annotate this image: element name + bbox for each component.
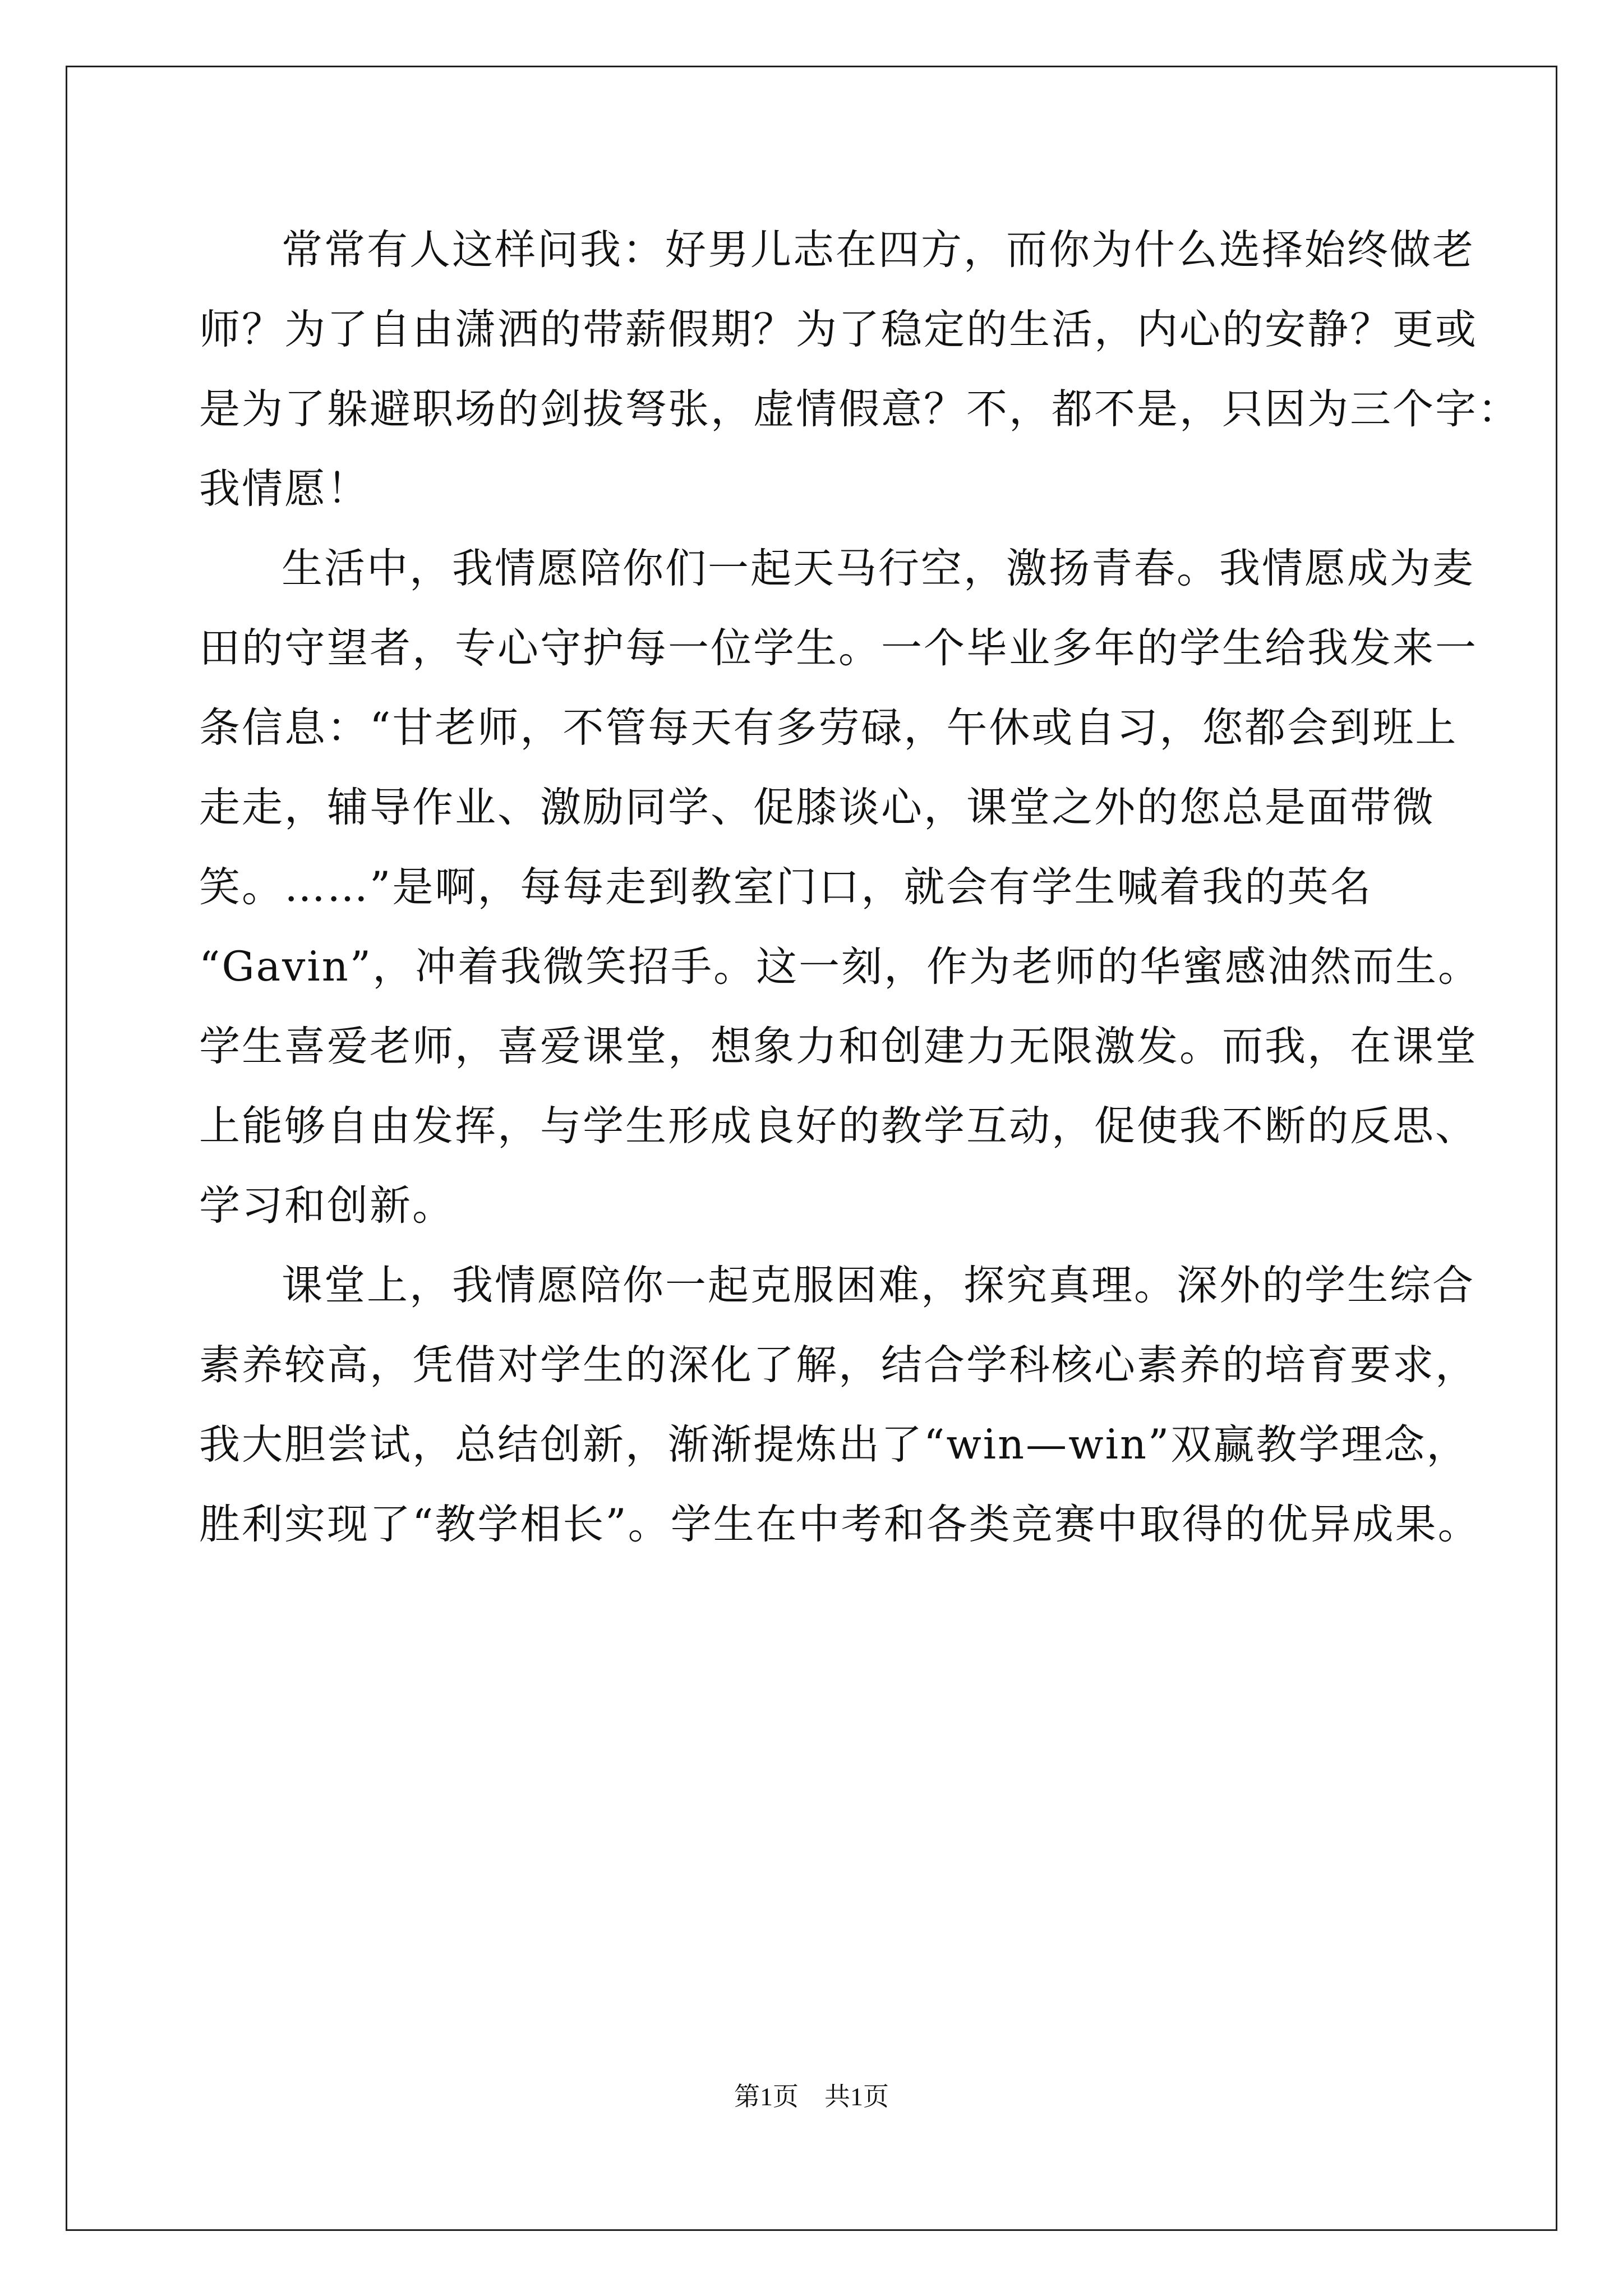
- text-line: 我大胆尝试，总结创新，渐渐提炼出了“win—win”双赢教学理念，: [199, 1421, 1469, 1469]
- document-body: [199, 210, 1520, 1565]
- text-line: 师？为了自由潇洒的带薪假期？为了稳定的生活，内心的安静？更或: [199, 306, 1478, 353]
- text-line: 素养较高，凭借对学生的深化了解，结合学科核心素养的培育要求，: [199, 1341, 1478, 1389]
- paragraph-2: [199, 529, 1481, 1246]
- text-line: 生活中，我情愿陪你们一起天马行空，激扬青春。我情愿成为麦: [282, 545, 1475, 592]
- text-line: 是为了躲避职场的剑拔弩张，虚情假意？不，都不是，只因为三个字：: [199, 385, 1520, 433]
- text-line: 笑。……”是啊，每每走到教室门口，就会有学生喊着我的英名: [199, 863, 1373, 911]
- text-line: 胜利实现了“教学相长”。学生在中考和各类竞赛中取得的优异成果。: [199, 1501, 1481, 1548]
- text-line: 常常有人这样问我：好男儿志在四方，而你为什么选择始终做老: [282, 226, 1475, 274]
- text-line: 田的守望者，专心守护每一位学生。一个毕业多年的学生给我发来一: [199, 624, 1478, 672]
- text-line: 上能够自由发挥，与学生形成良好的教学互动，促使我不断的反思、: [199, 1102, 1478, 1150]
- paragraph-1: [199, 210, 1520, 529]
- page-number-footer: 第1页 共1页: [734, 2082, 889, 2111]
- text-line: “Gavin”，冲着我微笑招手。这一刻，作为老师的华蜜感油然而生。: [199, 943, 1481, 991]
- text-line: 走走，辅导作业、激励同学、促膝谈心，课堂之外的您总是面带微: [199, 784, 1435, 831]
- text-line: 我情愿！: [199, 465, 370, 513]
- text-line: 条信息：“甘老师，不管每天有多劳碌，午休或自习，您都会到班上: [199, 704, 1458, 752]
- text-line: 学习和创新。: [199, 1182, 455, 1230]
- paragraph-3: [199, 1246, 1481, 1565]
- text-line: 课堂上，我情愿陪你一起克服困难，探究真理。深外的学生综合: [282, 1262, 1475, 1309]
- text-line: 学生喜爱老师，喜爱课堂，想象力和创建力无限激发。而我，在课堂: [199, 1023, 1478, 1070]
